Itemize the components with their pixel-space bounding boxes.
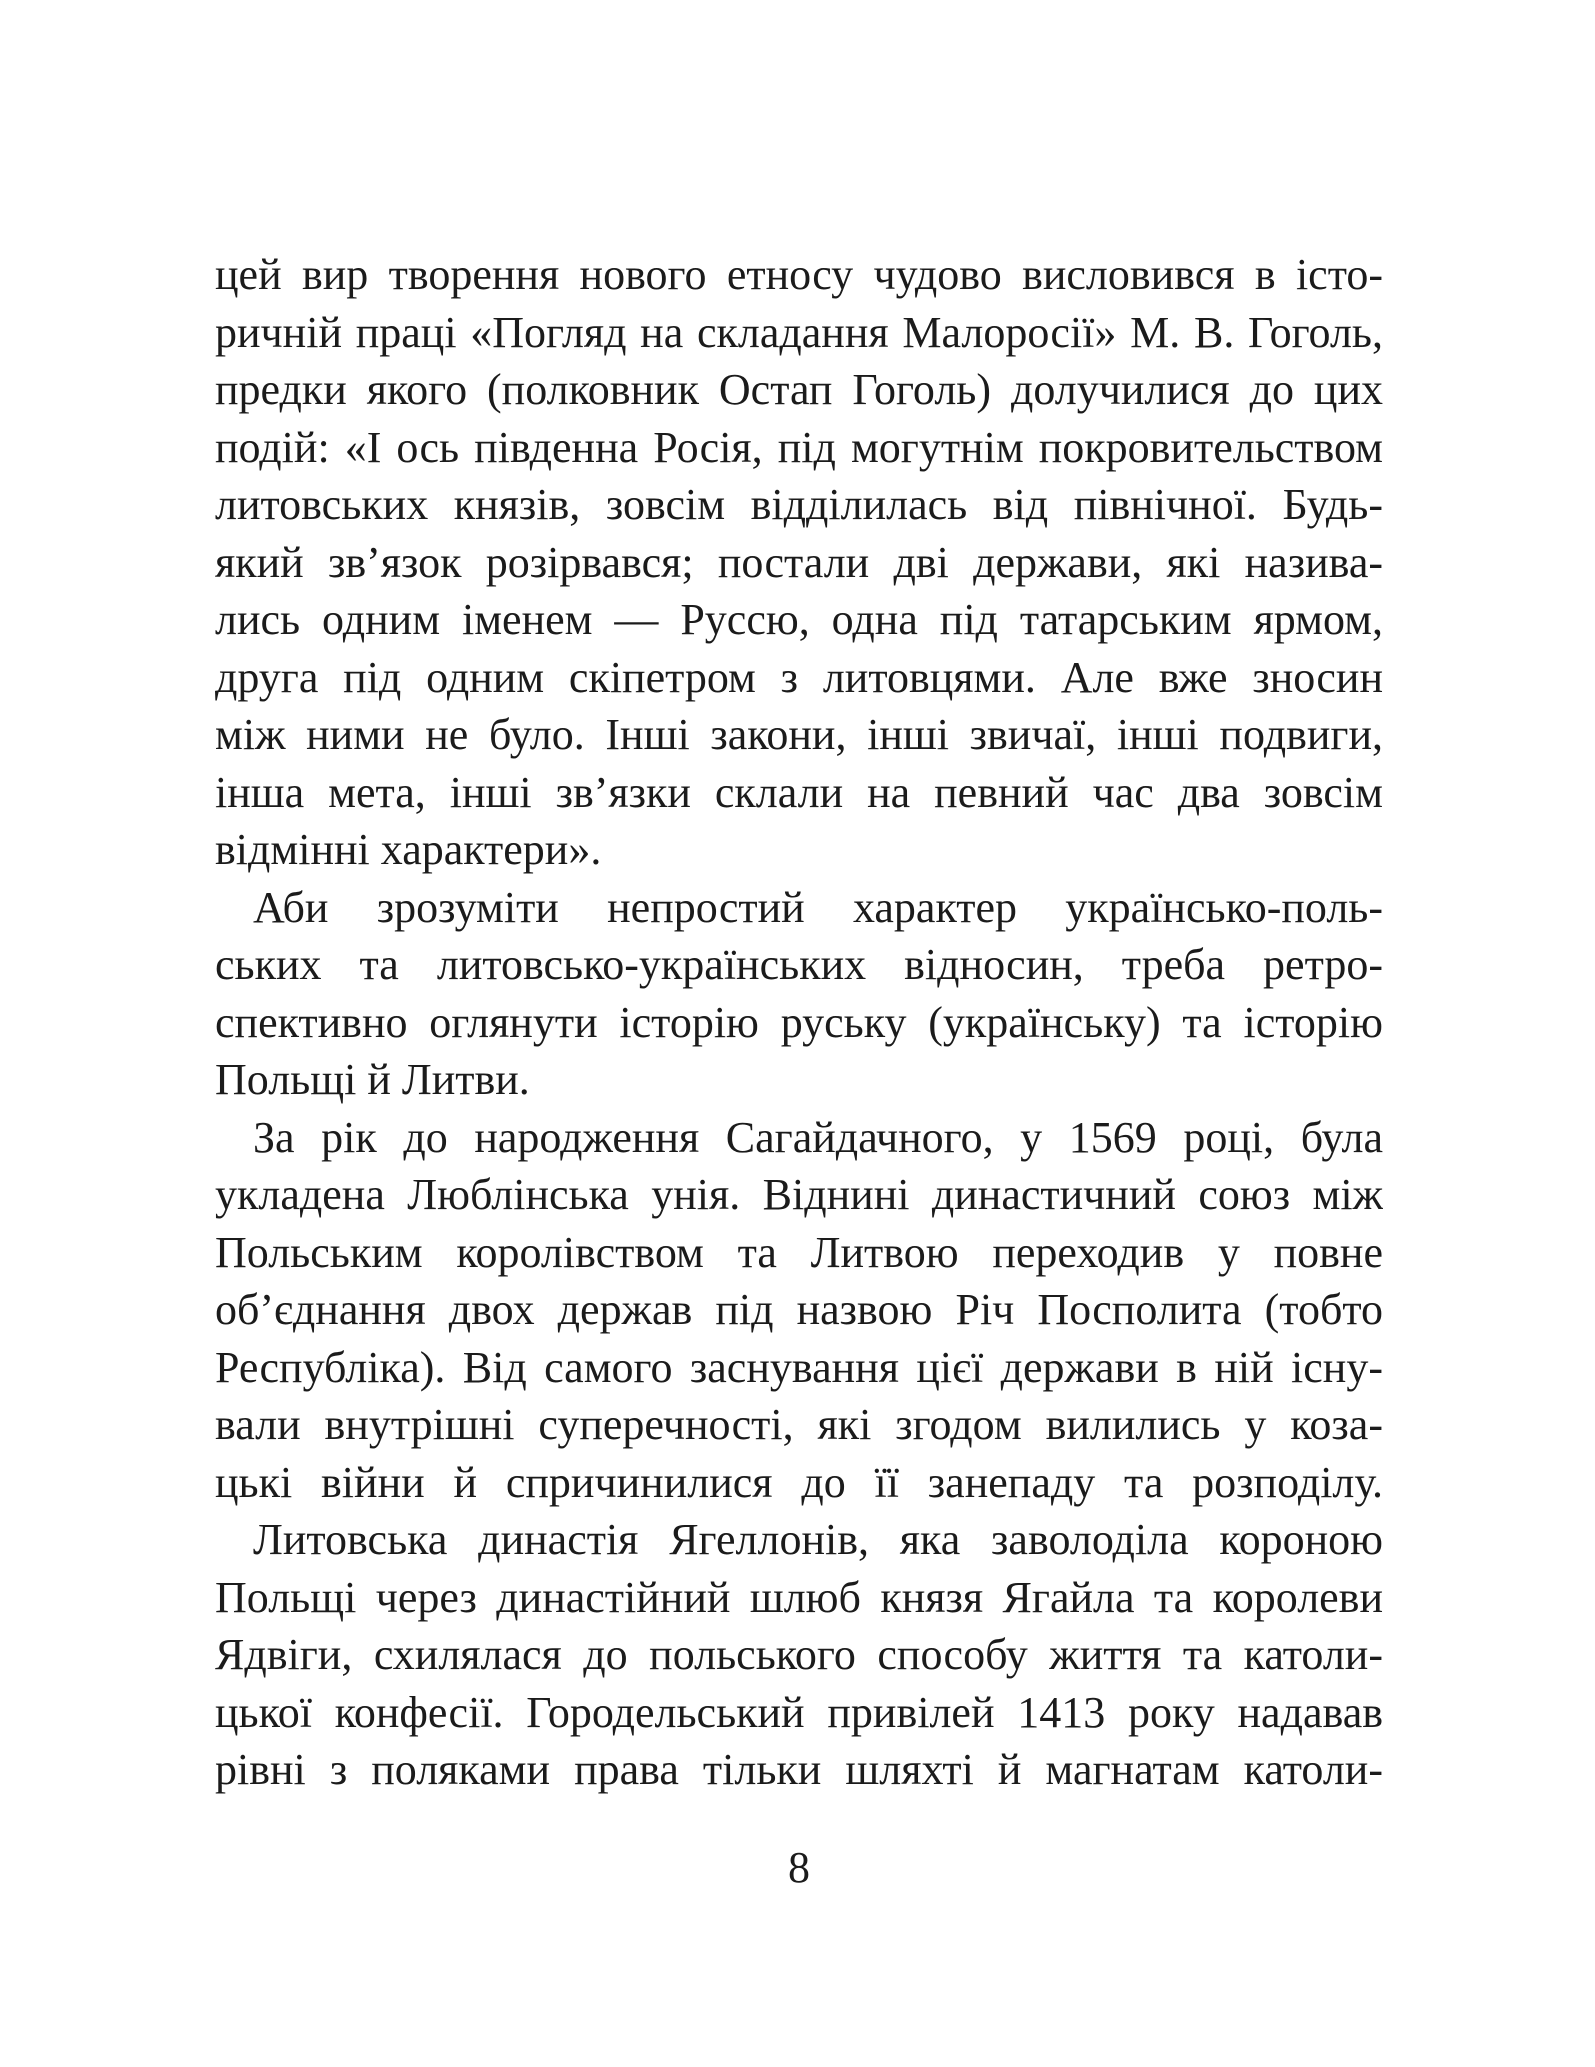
text-line: ричній праці «Погляд на складання Малоросії» М. В. Гоголь, <box>215 307 1383 357</box>
text-line: За рік до народження Сагайдачного, у 1569 році, була <box>253 1112 1383 1162</box>
text-line: подій: «І ось південна Росія, під могутнім покровительством <box>215 422 1383 472</box>
text-line: Польщі через династійний шлюб князя Ягайла та королеви <box>215 1572 1383 1622</box>
text-line: лись одним іменем — Руссю, одна під татарським ярмом, <box>215 595 1383 644</box>
text-line: друга під одним скіпетром з литовцями. Але вже зносин <box>215 652 1383 702</box>
text-line: Ядвіги, схилялася до польського способу життя та католи- <box>215 1630 1383 1679</box>
text-line: цької конфесії. Городельський привілей 1413 року надавав <box>215 1687 1383 1737</box>
text-line: вали внутрішні суперечності, які згодом вилились у коза- <box>215 1400 1383 1449</box>
text-line: рівні з поляками права тільки шляхті й магнатам католи- <box>215 1745 1383 1794</box>
text-line: литовських князів, зовсім відділилась від північної. Будь- <box>215 480 1383 529</box>
text-line: об’єднання двох держав під назвою Річ Посполита (тобто <box>215 1285 1383 1334</box>
text-line: предки якого (полковник Остап Гоголь) долучилися до цих <box>215 365 1383 414</box>
text-line: Аби зрозуміти непростий характер українсько-поль- <box>253 882 1383 932</box>
text-line: Польщі й Литви. <box>215 1055 530 1104</box>
body-text <box>215 246 1383 1799</box>
page-number: 8 <box>788 1843 810 1892</box>
text-line: укладена Люблінська унія. Віднині династичний союз між <box>215 1170 1383 1219</box>
text-line: Польським королівством та Литвою переходив у повне <box>215 1227 1383 1277</box>
text-line: який зв’язок розірвався; постали дві держави, які назива- <box>215 537 1383 587</box>
text-line: цей вир творення нового етносу чудово висловився в істо- <box>215 250 1383 299</box>
text-line: інша мета, інші зв’язки склали на певний час два зовсім <box>215 767 1383 817</box>
text-line: відмінні характери». <box>215 825 602 874</box>
text-line: цькі війни й спричинилися до її занепаду та розподілу. <box>215 1457 1383 1507</box>
text-line: Республіка). Від самого заснування цієї держави в ній існу- <box>215 1342 1383 1392</box>
text-line: спективно оглянути історію руську (українську) та історію <box>215 997 1383 1047</box>
text-line: Литовська династія Ягеллонів, яка заволоділа короною <box>253 1515 1383 1564</box>
text-line: між ними не було. Інші закони, інші звичаї, інші подвиги, <box>215 710 1383 759</box>
text-line: ських та литовсько-українських відносин, треба ретро- <box>215 940 1383 989</box>
